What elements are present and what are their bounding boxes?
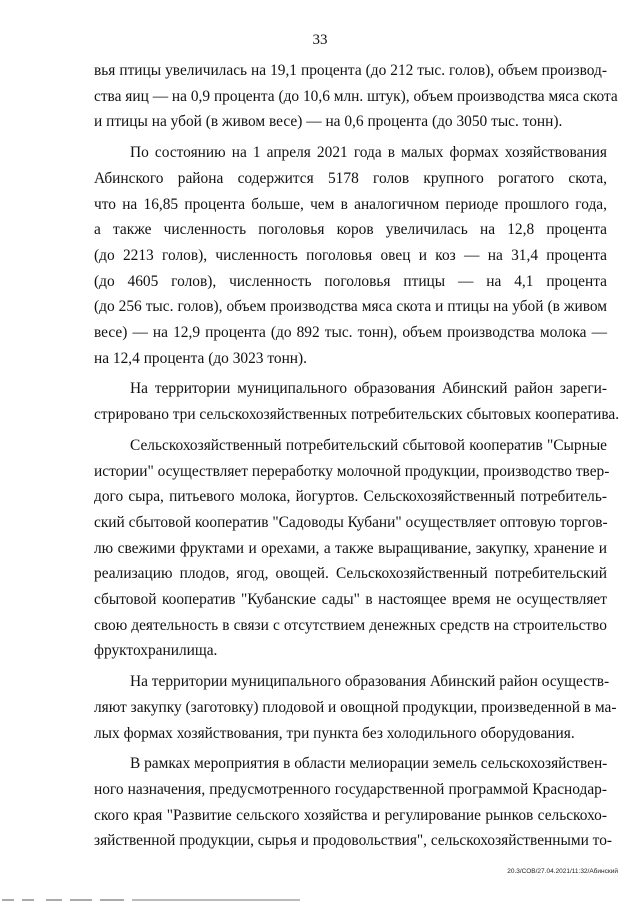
document-body: [94, 58, 620, 854]
text-line: (до 4605 голов), численность поголовья птицы — на 4,1 процента: [94, 272, 607, 290]
page-number: 33: [312, 32, 328, 48]
text-line: реализацию плодов, ягод, овощей. Сельскохозяйственный потребительский: [94, 565, 607, 583]
paragraph-procurement-points: [94, 669, 617, 746]
document-registration-stamp: 20.3/СОВ/27.04.2021/11:32/Абинский: [507, 868, 618, 875]
paragraph-continuation: [94, 58, 618, 135]
text-line: на 12,4 процента (до 3023 тонн).: [94, 349, 308, 367]
text-line: ного назначения, предусмотренного государственной программой Краснодар-: [94, 780, 607, 798]
text-line: В рамках мероприятия в области мелиорации земель сельскохозяйствен-: [130, 755, 608, 773]
text-line: вья птицы увеличилась на 19,1 процента (до 212 тыс. голов), объем производ-: [94, 62, 607, 79]
paragraph-melioration: [94, 751, 613, 854]
text-line: свою деятельность в связи с отсутствием денежных средств на строительство: [94, 616, 607, 634]
text-line: дого сыра, питьевого молока, йогуртов. Сельскохозяйственный потребитель-: [94, 488, 607, 506]
text-line: что на 16,85 процента больше, чем в аналогичном периоде прошлого года,: [94, 195, 607, 213]
text-line: (до 256 тыс. голов), объем производства мяса скота и птицы на убой (в живом: [94, 298, 607, 316]
scan-edge-marks: [0, 895, 400, 905]
text-line: и птицы на убой (в живом весе) — на 0,6 процента (до 3050 тыс. тонн).: [94, 113, 563, 131]
text-line: а также численность поголовья коров увеличилась на 12,8 процента: [94, 221, 607, 239]
text-line: лю свежими фруктами и орехами, а также выращивание, закупку, хранение и: [94, 539, 607, 557]
text-line: Сельскохозяйственный потребительский сбытовой кооператив "Сырные: [130, 436, 607, 454]
text-line: стрировано три сельскохозяйственных потребительских сбытовых кооператива.: [94, 406, 620, 424]
text-line: (до 2213 голов), численность поголовья овец и коз — на 31,4 процента: [94, 246, 607, 264]
text-line: На территории муниципального образования Абинский район зареги-: [130, 380, 607, 398]
text-line: фруктохранилища.: [94, 642, 218, 660]
text-line: лых формах хозяйствования, три пункта без холодильного оборудования.: [94, 724, 575, 742]
paragraph-cooperatives-details: [94, 433, 610, 664]
paragraph-cooperatives-count: [94, 376, 620, 427]
text-line: Абинского района содержится 5178 голов крупного рогатого скота,: [94, 169, 607, 187]
paragraph-livestock-stats: [94, 140, 607, 371]
text-line: На территории муниципального образования Абинский район осуществ-: [130, 673, 610, 691]
text-line: ский сбытовой кооператив "Садоводы Кубани" осуществляет оптовую торгов-: [94, 513, 608, 531]
text-line: ского края "Развитие сельского хозяйства и регулирование рынков сельскохо-: [94, 806, 607, 824]
text-line: сбытовой кооператив "Кубанские сады" в настоящее время не осуществляет: [94, 591, 607, 609]
text-line: ляют закупку (заготовку) плодовой и овощной продукции, произведенной в ма-: [94, 698, 617, 716]
text-line: По состоянию на 1 апреля 2021 года в малых формах хозяйствования: [130, 144, 607, 162]
text-line: зяйственной продукции, сырья и продовольствия", сельскохозяйственными то-: [94, 832, 613, 850]
text-line: весе) — на 12,9 процента (до 892 тыс. тонн), объем производства молока —: [94, 324, 607, 342]
text-line: истории" осуществляет переработку молочной продукции, производство твер-: [94, 462, 610, 480]
text-line: ства яиц — на 0,9 процента (до 10,6 млн. штук), объем производства мяса скота: [94, 87, 618, 105]
